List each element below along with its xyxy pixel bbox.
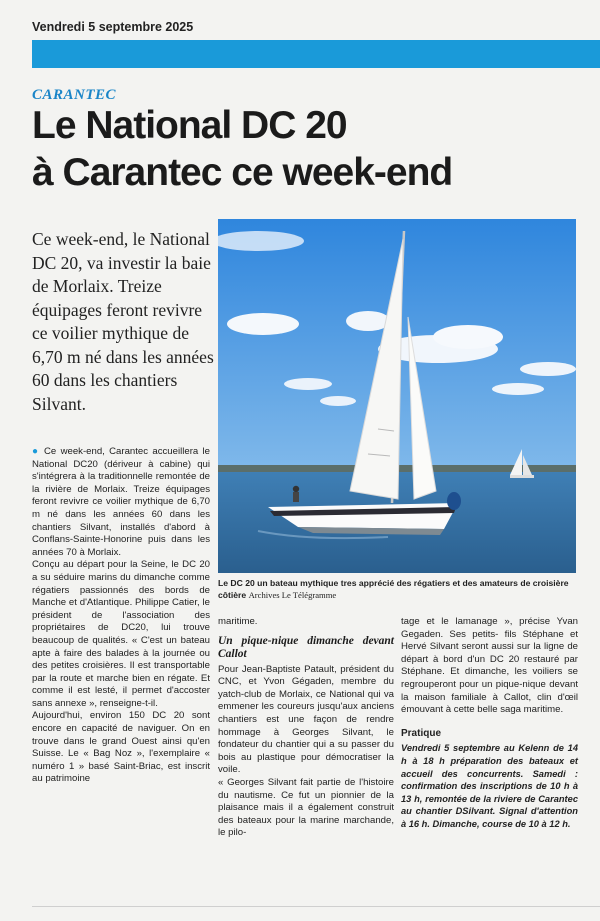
section-band [32,40,600,68]
practical-info: Vendredi 5 septembre au Kelenn de 14 h à 18 h préparation des bateaux et accueil des concurrents. Samedi : confirmation des inscriptions de 10 h à 13 h, remontée de la riviere de Carantec au chantier DSilvant. Signal d'attention à 16 h. Dimanche, course de 10 à 12 h. [401,743,578,829]
paragraph: Pour Jean-Baptiste Patault, président du CNC, et Yvon Gégaden, membre du yatch-club de Morlaix, ce National qui va emmener les coureurs jusqu'aux anciens chantiers est une façon de rendre hommage à Georges Silvant, le fondateur du chantier qui a su passer du bois au plastique pour démocratiser la voile. [218,663,394,776]
subheading: Un pique-nique dimanche devant Callot [218,634,394,660]
title-line-1: Le National DC 20 [32,104,347,147]
paragraph: maritime. [218,616,258,627]
title-line-2: à Carantec ce week-end [32,151,453,194]
paragraph [32,446,210,559]
paragraph: Aujourd'hui, environ 150 DC 20 sont encore en capacité de naviguer. On en trouve dans le grand Ouest ainsi qu'en Suisse. Le « Bag Noz », l'exemplaire « numéro 1 » basé Saint-Briac, est inscrit au patrimoine [32,710,210,785]
bullet-icon: ● [32,446,40,457]
paragraph-text: Ce week-end, Carantec accueillera le National DC20 (dériveur à cabine) qui s'intégrera à la traditionnelle remontée de la rivière de Morlaix. Treize équipages feront revivre ce voilier mythique de 6,70 m né dans les années 60 dans les chantiers Silvant, installés d'abord à Conflans-Sainte-Honorine puis dans les années 70 à Morlaix. [32,446,210,558]
article-column-3 [401,616,578,831]
article-column-2 [218,616,394,840]
article-lead: Ce week-end, le National DC 20, va investir la baie de Morlaix. Treize équipages feront revivre ce voilier mythique de 6,70 m né dans les années 60 dans les chantiers Silvant. [32,229,214,414]
paragraph: Conçu au départ pour la Seine, le DC 20 a su séduire marins du dimanche comme régatiers passionnés des bords de Manche et d'Atlantique. Philippe Catier, le président de l'association des propriétaires de DC20, lui trouve beaucoup de qualités. « C'est un bateau apte à faire des balades à la journée ou des petites croisières. Il est transportable par la route et marche bien en régate. Et comme il est lesté, il permet d'accoster sans annexe », renseigne-t-il. [32,559,210,709]
article-title [32,102,592,196]
photo-caption [218,577,583,601]
photo-credit: Archives Le Télégramme [248,590,337,600]
practical-heading: Pratique [401,727,442,739]
divider [32,906,600,907]
article-rubric: CARANTEC [32,87,117,103]
paragraph: « Georges Silvant fait partie de l'histoire du nautisme. Ce fut un pionnier de la plaisance mais il a également construit des bateaux pour la marine marchande, le pilo- [218,776,394,839]
sailboat-photo [218,219,576,573]
caption-text: Le DC 20 un bateau mythique tres apprécié des régatiers et des amateurs de croisière côtière [218,578,569,600]
article-column-1 [32,446,210,786]
paragraph: tage et le lamanage », précise Yvan Gegaden. Ses petits- fils Stéphane et Hervé Silvant seront aussi sur la ligne de départ à bord d'un DC 20 restauré par Stéphane. Et dimanche, les voiliers se regrouperont pour un pique-nique devant la maison familiale à Callot, clin d'œil émouvant à cette belle saga maritime. [401,616,578,716]
page-date: Vendredi 5 septembre 2025 [32,20,194,34]
